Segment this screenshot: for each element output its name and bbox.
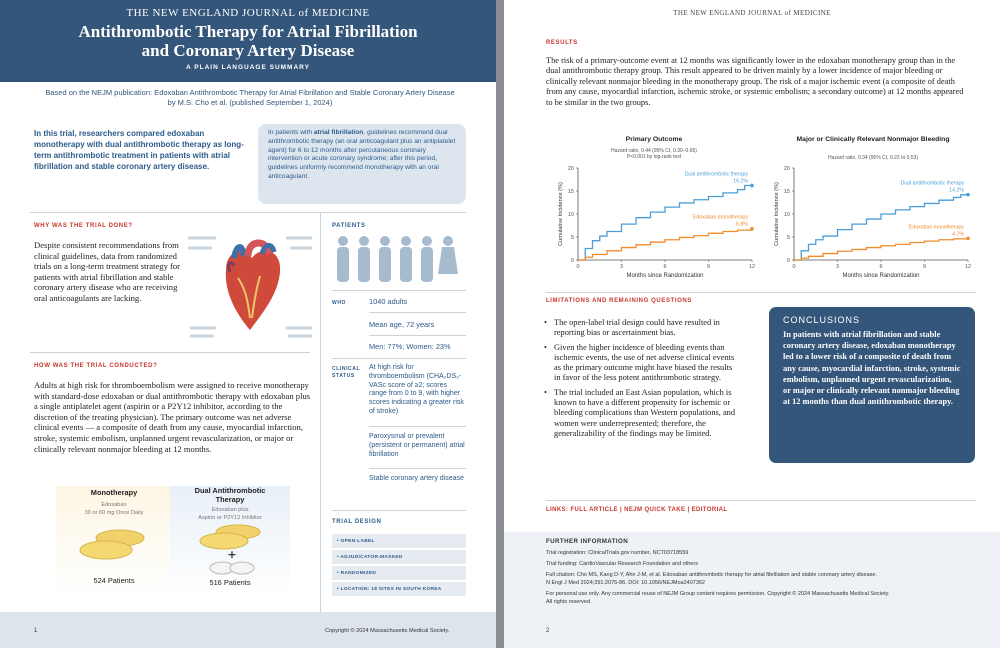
trial-registration: Trial registration: ClinicalTrials.gov number, NCT03718559: [546, 550, 689, 556]
guidelines-box: [258, 124, 466, 204]
link-quick-take[interactable]: NEJM QUICK TAKE: [624, 507, 686, 513]
results-text: The risk of a primary-outcome event at 12 months was significantly lower in the edoxaban monotherapy group than in the dual antithrombotic therapy group. This result appeared to be driven mainly by a lower incidence of major bleeding or clinically relevant nonmajor bleeding in the monotherapy group. The risk of a major ischemic event (a composite of death from any cause, myocardial infarction, ischemic stroke, or systemic embolism; a secondary outcome) at 12 months appeared to be similar in the two groups.: [546, 56, 964, 107]
column-divider: [320, 212, 321, 612]
limitations-heading: LIMITATIONS AND REMAINING QUESTIONS: [546, 298, 692, 304]
guidelines-text-post: , guidelines recommend dual antithrombotic therapy (an oral anticoagulant plus an antiplatelet agent) for 6 to 12 months after percutaneous coronary intervention or acute coronary syndrome; after this period, guidelines uniformly recommend monotherapy with an oral anticoagulant.: [268, 129, 456, 180]
chart-1-title: Primary Outcome: [625, 136, 683, 143]
y-tick-label: 5: [786, 235, 790, 241]
rights-notice: All rights reserved.: [546, 599, 592, 605]
limitation-item: • Given the higher incidence of bleeding events than ischemic events, the use of net adverse clinical events as the primary outcome might have biased the results in favor of the less potent antithrombotic strategy.: [544, 343, 740, 384]
journal-name: THE NEW ENGLAND JOURNAL of MEDICINE: [673, 9, 831, 17]
journal-name: THE NEW ENGLAND JOURNAL of MEDICINE: [126, 7, 370, 19]
heart-illustration: [186, 232, 314, 342]
y-tick-label: 15: [783, 189, 790, 195]
based-on-citation: [30, 88, 470, 107]
divider: [30, 352, 310, 353]
y-tick-label: 15: [567, 189, 574, 195]
series-name-label: Edoxaban monotherapy: [692, 214, 748, 221]
clinical-value-2: Paroxysmal or prevalent (persistent or permanent) atrial fibrillation: [369, 433, 465, 458]
dual-therapy-count: 516 Patients: [209, 578, 251, 587]
page-number: 2: [546, 628, 550, 634]
series-final-value: 16.2%: [733, 178, 748, 185]
based-on-line-1: Based on the NEJM publication: Edoxaban Antithrombotic Therapy for Atrial Fibrillation and Stable Coronary Artery Disease: [45, 88, 455, 97]
dual-title-line-1: Dual Antithrombotic: [194, 486, 266, 495]
x-tick-label: 0: [576, 264, 580, 270]
dual-title-line-2: Therapy: [215, 495, 245, 504]
monotherapy-drug: Edoxaban: [101, 502, 127, 508]
y-tick-label: 5: [570, 235, 574, 241]
page-header: [0, 0, 496, 82]
page-title: [0, 22, 496, 60]
copyright: Copyright © 2024 Massachusetts Medical Society.: [325, 628, 450, 634]
who-value-2: Mean age, 72 years: [369, 320, 435, 329]
conclusions-box: [769, 307, 975, 463]
divider: [332, 290, 466, 291]
series-final-value: 6.8%: [736, 221, 748, 228]
page-2: [504, 0, 1000, 648]
links-bar: [546, 507, 727, 513]
dual-therapy-title: [170, 486, 290, 504]
why-heading: WHY WAS THE TRIAL DONE?: [34, 223, 133, 229]
series-line-mono: [794, 238, 968, 260]
patients-silhouettes-icon: [332, 234, 466, 284]
x-tick-label: 6: [663, 264, 667, 270]
y-tick-label: 20: [783, 166, 790, 172]
x-tick-label: 12: [748, 264, 756, 270]
conclusions-heading: CONCLUSIONS: [783, 315, 861, 325]
y-tick-label: 0: [570, 258, 574, 264]
x-tick-label: 9: [706, 264, 711, 270]
x-tick-label: 9: [922, 264, 927, 270]
how-text: Adults at high risk for thromboembolism were assigned to receive monotherapy with standard-dose edoxaban or dual antithrombotic therapy with edoxaban plus a single antiplatelet agent (aspirin or a P2Y12 inhibitor, according to the discretion of the treating physician). The primary outcome was net adverse clinical events — a composite of death from any cause, myocardial infarction, stroke, systemic embolism, unplanned urgent revascularization, or major or clinically relevant nonmajor bleeding at 12 months.: [34, 380, 311, 454]
page-1: [0, 0, 496, 648]
x-tick-label: 12: [964, 264, 972, 270]
divider: [30, 212, 466, 213]
series-endpoint: [966, 237, 970, 241]
y-tick-label: 10: [567, 212, 574, 218]
results-heading: RESULTS: [546, 40, 578, 46]
series-name-label: Dual antithrombotic therapy: [684, 171, 748, 178]
clinical-value-1: At high risk for thromboembolism (CHA₂DS₂-VASc score of ≥2; scores range from 0 to 9, with higher scores indicating a greater risk of stroke): [369, 364, 464, 415]
conclusions-text: In patients with atrial fibrillation and stable coronary artery disease, edoxaban monotherapy led to a lower risk of a composite of death from any cause, myocardial infarction, stroke, systemic embolism, unplanned urgent revascularization, or major or clinically relevant nonmajor bleeding at 12 months than dual antithrombotic therapy.: [783, 330, 961, 407]
y-tick-label: 20: [567, 166, 574, 172]
limitation-item: • The trial included an East Asian population, which is known to have a different propensity for ischemic or bleeding complications than Western populations, and women were underrepresented; therefore, the generalizability of the findings may be limited.: [544, 388, 740, 439]
why-text: Despite consistent recommendations from clinical guidelines, data from randomized trials on a long-term treatment strategy for patients with atrial fibrillation and stable coronary artery disease who are receiving oral anticoagulants are lacking.: [34, 240, 181, 303]
usage-notice: For personal use only. Any commercial reuse of NEJM Group content requires permission. Copyright © 2024 Massachusetts Medical Society.: [546, 591, 890, 597]
citation-doi: N Engl J Med 2024;391:2075-86. DOI: 10.1056/NEJMoa2407362: [546, 580, 705, 586]
divider: [332, 358, 466, 359]
trial-design-item: • ADJUDICATOR-MASKED: [332, 550, 466, 564]
who-value-1: 1040 adults: [369, 297, 408, 306]
how-heading: HOW WAS THE TRIAL CONDUCTED?: [34, 363, 158, 369]
y-axis-label: Cumulative Incidence (%): [558, 182, 564, 246]
x-axis-label: Months since Randomization: [626, 273, 704, 279]
series-endpoint: [750, 227, 754, 231]
y-axis-label: Cumulative Incidence (%): [774, 182, 780, 246]
dual-therapy-pills-icon: [196, 524, 268, 576]
series-name-label: Dual antithrombotic therapy: [900, 180, 964, 187]
patients-heading: PATIENTS: [332, 223, 366, 229]
guidelines-text-pre: In patients with: [268, 129, 314, 136]
based-on-line-2: by M.S. Cho et al. (published September 1, 2024): [167, 97, 333, 107]
trial-funding: Trial funding: CardioVascular Research Foundation and others: [546, 561, 698, 567]
series-endpoint: [966, 193, 970, 197]
limitation-item: • The open-label trial design could have resulted in reporting bias or ascertainment bias.: [544, 318, 740, 339]
full-citation: Full citation: Cho MS, Kang D-Y, Ahn J-M, et al. Edoxaban antithrombotic therapy for atrial fibrillation and stable coronary artery disease.: [546, 572, 877, 578]
trial-design-item: • RANDOMIZED: [332, 566, 466, 580]
x-tick-label: 0: [792, 264, 796, 270]
y-tick-label: 10: [783, 212, 790, 218]
links-label: LINKS:: [546, 507, 571, 513]
page-number: 1: [34, 628, 38, 634]
limitations-list: [544, 318, 740, 443]
clinical-status-label: CLINICAL STATUS: [332, 366, 361, 379]
series-final-value: 14.2%: [949, 187, 964, 194]
series-final-value: 4.7%: [952, 231, 964, 238]
link-editorial[interactable]: EDITORIAL: [691, 507, 728, 513]
who-value-3: Men: 77%; Women: 23%: [369, 342, 451, 351]
y-tick-label: 0: [786, 258, 790, 264]
dual-therapy-drug: Edoxaban plus: [211, 507, 249, 513]
x-tick-label: 6: [879, 264, 883, 270]
monotherapy-count: 524 Patients: [93, 576, 135, 585]
guidelines-text-bold: atrial fibrillation: [313, 129, 364, 136]
intro-summary: In this trial, researchers compared edoxaban monotherapy with dual antithrombotic therapy as long-term antithrombotic treatment in patients with atrial fibrillation and stable coronary artery disease.: [34, 129, 244, 171]
bleeding-chart: [760, 160, 980, 280]
series-line-dual: [578, 185, 752, 260]
series-name-label: Edoxaban monotherapy: [908, 224, 964, 231]
trial-design-item: • LOCATION: 18 SITES IN SOUTH KOREA: [332, 582, 466, 596]
x-tick-label: 3: [835, 264, 840, 270]
link-separator: |: [685, 507, 692, 513]
trial-design-heading: TRIAL DESIGN: [332, 519, 382, 525]
chart-1-p-value: P<0.001 by log-rank test: [626, 154, 682, 160]
divider: [369, 468, 466, 469]
chart-2-hazard-ratio: Hazard ratio, 0.34 (95% CI, 0.22 to 0.53): [827, 155, 919, 161]
divider: [369, 335, 466, 336]
further-information-heading: FURTHER INFORMATION: [546, 538, 629, 545]
divider: [369, 312, 466, 313]
divider: [369, 426, 466, 427]
monotherapy-dose: 30 or 60 mg Once Daily: [84, 510, 144, 516]
x-axis-label: Months since Randomization: [842, 273, 920, 279]
divider: [332, 510, 466, 511]
link-separator: |: [617, 507, 625, 513]
link-full-article[interactable]: FULL ARTICLE: [570, 507, 618, 513]
chart-2-title: Major or Clinically Relevant Nonmajor Bleeding: [796, 136, 950, 143]
divider: [546, 500, 976, 501]
svg-text:+: +: [227, 548, 237, 561]
primary-outcome-chart: [544, 160, 764, 280]
divider: [546, 292, 976, 293]
who-label: WHO: [332, 300, 347, 306]
series-line-mono: [578, 229, 752, 260]
title-line-1: Antithrombotic Therapy for Atrial Fibrillation: [78, 22, 418, 41]
monotherapy-title: Monotherapy: [90, 488, 138, 497]
chart-1-hazard-ratio: Hazard ratio, 0.44 (95% CI, 0.30–0.65): [611, 148, 697, 154]
series-endpoint: [750, 184, 754, 188]
dual-therapy-addon: Aspirin or P2Y12 Inhibitor: [198, 515, 262, 521]
edoxaban-pills-icon: [78, 528, 150, 564]
plain-language-label: A PLAIN LANGUAGE SUMMARY: [186, 64, 310, 71]
title-line-2: and Coronary Artery Disease: [141, 41, 355, 60]
trial-design-item: • OPEN-LABEL: [332, 534, 466, 548]
clinical-value-3: Stable coronary artery disease: [369, 475, 464, 482]
x-tick-label: 3: [619, 264, 624, 270]
